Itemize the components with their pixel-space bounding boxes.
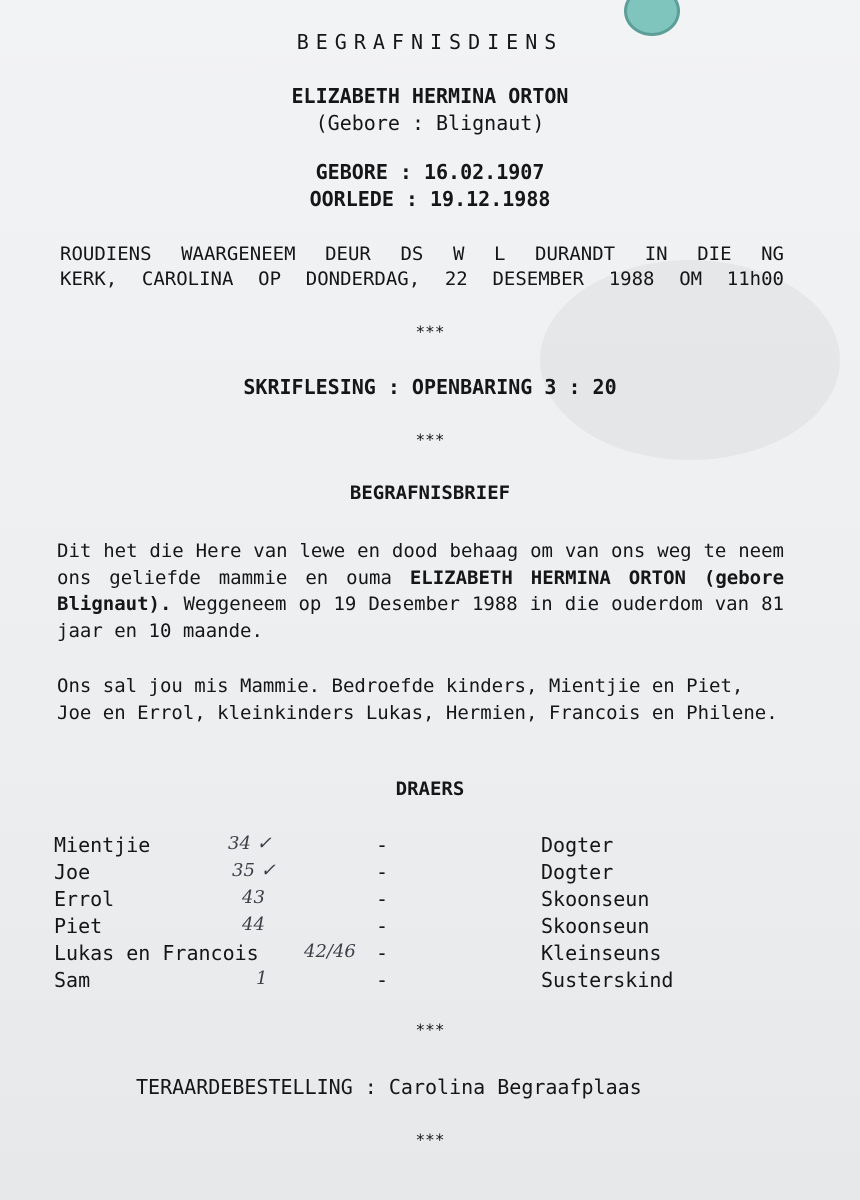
bearer-name: Errol (54, 887, 115, 911)
bearers-title: DRAERS (395, 778, 465, 800)
birth-date: GEBORE : 16.02.1907 (315, 160, 545, 184)
document-title: BEGRAFNISDIENS (296, 30, 564, 54)
bearer-relation: Susterskind (541, 968, 674, 992)
bearer-name: Piet (54, 914, 103, 938)
bearer-row (0, 914, 860, 941)
bearer-dash: - (376, 833, 389, 857)
funeral-letter-paragraph-1 (57, 538, 784, 644)
bearer-dash: - (376, 887, 389, 911)
bearer-row (0, 941, 860, 968)
separator: *** (415, 1130, 445, 1149)
handwritten-note: 35 ✓ (232, 860, 276, 881)
bearer-name: Joe (54, 860, 91, 884)
bearer-name: Lukas en Francois (54, 941, 259, 965)
handwritten-note: 42/46 (304, 941, 356, 962)
handwritten-note: 44 (242, 914, 265, 935)
bearer-row (0, 833, 860, 860)
funeral-letter-paragraph-2: Ons sal jou mis Mammie. Bedroefde kinders, Mientjie en Piet, Joe en Errol, kleinkinders Lukas, Hermien, Francois en Philene. (57, 675, 778, 724)
bearer-relation: Skoonseun (541, 914, 650, 938)
bearer-name: Mientjie (54, 833, 151, 857)
bearer-relation: Dogter (541, 860, 614, 884)
separator: *** (415, 1020, 445, 1039)
separator: *** (415, 430, 445, 449)
bearer-dash: - (376, 968, 389, 992)
bearer-row (0, 860, 860, 887)
separator: *** (415, 322, 445, 341)
burial-location: TERAARDEBESTELLING : Carolina Begraafplaas (136, 1075, 642, 1099)
handwritten-note: 34 ✓ (228, 833, 272, 854)
death-date: OORLEDE : 19.12.1988 (309, 187, 551, 211)
deceased-name: ELIZABETH HERMINA ORTON (291, 84, 569, 108)
maiden-name: (Gebore : Blignaut) (315, 111, 545, 135)
bearer-row (0, 887, 860, 914)
bearer-relation: Skoonseun (541, 887, 650, 911)
letter-text: Weggeneem op 19 Desember 1988 in die ouderdom van 81 jaar en 10 maande. (57, 593, 784, 642)
scripture-reading: SKRIFLESING : OPENBARING 3 : 20 (243, 375, 617, 399)
funeral-letter-title: BEGRAFNISBRIEF (349, 482, 511, 504)
bearer-dash: - (376, 914, 389, 938)
bearer-name: Sam (54, 968, 91, 992)
handwritten-note: 1 (256, 968, 268, 989)
bearer-row (0, 968, 860, 995)
bearer-dash: - (376, 941, 389, 965)
bearer-relation: Kleinseuns (541, 941, 662, 965)
service-details-line-2: KERK, CAROLINA OP DONDERDAG, 22 DESEMBER 1988 OM 11h00 (60, 268, 784, 290)
service-details-line-1: ROUDIENS WAARGENEEM DEUR DS W L DURANDT IN DIE NG (60, 243, 784, 265)
letter-name-bold: ELIZABETH HERMINA ORTON (gebore Blignaut). (57, 566, 785, 615)
bearer-dash: - (376, 860, 389, 884)
handwritten-note: 43 (242, 887, 265, 908)
bearer-relation: Dogter (541, 833, 614, 857)
letter-text: Dit het die Here van lewe en dood behaag om van ons weg te neem ons geliefde mammie en ouma (57, 540, 784, 589)
